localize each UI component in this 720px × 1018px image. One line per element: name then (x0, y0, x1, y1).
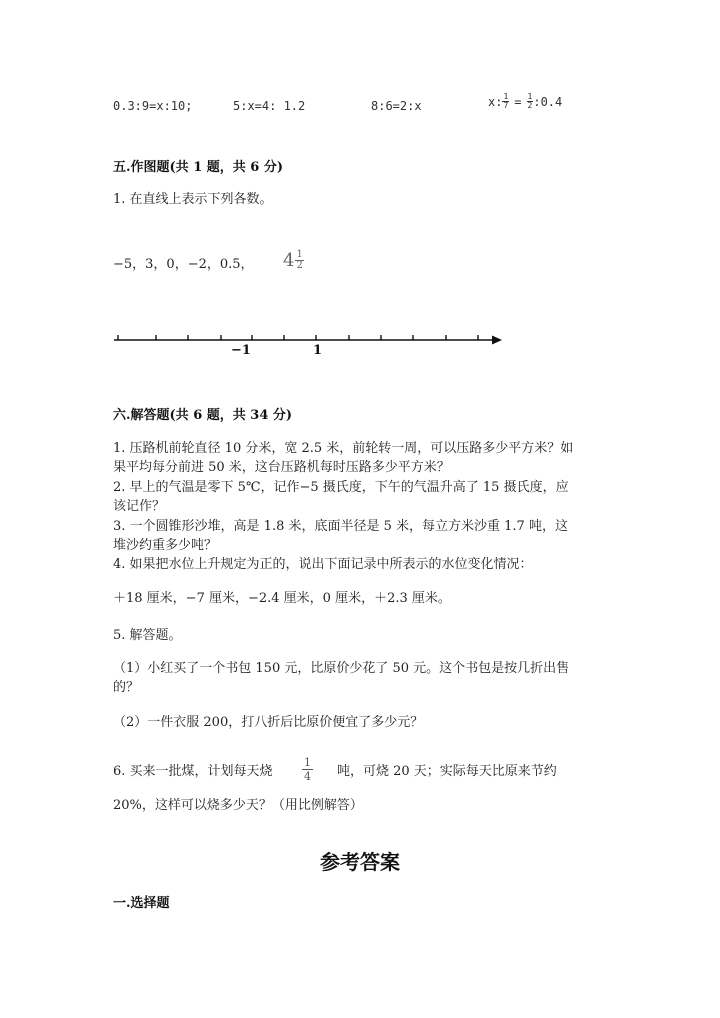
question-6-part-2: 吨，可烧 20 天；实际每天比原来节约 (337, 764, 557, 779)
axis-label-neg1: −1 (231, 343, 251, 358)
question-3-line-1: 3. 一个圆锥形沙堆，高是 1.8 米，底面半径是 5 米，每立方米沙重 1.7 吨，这 (113, 519, 568, 534)
question-1-line-2: 果平均每分前进 50 米，这台压路机每时压路多少平方米？ (113, 460, 450, 475)
question-6-frac-den: 4 (304, 770, 311, 783)
question-5-1-line-2: 的？ (113, 680, 140, 695)
number-line-arrow (492, 336, 502, 345)
numbers-to-plot: −5，3，0，−2，0.5， (113, 257, 254, 272)
question-6-line-2: 20%，这样可以烧多少天？（用比例解答） (113, 798, 363, 813)
ratio-1: 0.3:9=x:10; (113, 99, 193, 113)
question-2-line-1: 2. 早上的气温是零下 5℃，记作−5 摄氏度，下午的气温升高了 15 摄氏度，应 (113, 480, 569, 495)
mixed-number (283, 250, 304, 271)
question-4-values: ＋18 厘米，−7 厘米，−2.4 厘米，0 厘米，＋2.3 厘米。 (113, 591, 451, 606)
ratio-4-frac-2-den: 2 (527, 101, 533, 110)
ratio-4-frac-2 (527, 93, 534, 110)
mixed-number-num: 1 (296, 249, 303, 260)
answers-section-1: 一.选择题 (113, 896, 170, 911)
mixed-number-whole: 4 (283, 250, 295, 271)
number-line (110, 328, 510, 364)
ratio-2: 5:x=4: 1.2 (233, 99, 306, 113)
question-6-fraction (302, 757, 313, 782)
question-1-line-1: 1. 压路机前轮直径 10 分米，宽 2.5 米，前轮转一周，可以压路多少平方米？如 (113, 441, 574, 456)
ratio-4-frac-1-num: 1 (503, 92, 509, 101)
answers-title: 参考答案 (320, 850, 400, 874)
section-5-question-1: 1. 在直线上表示下列各数。 (113, 192, 273, 207)
question-5-2: （2）一件衣服 200，打八折后比原价便宜了多少元？ (113, 715, 424, 730)
mixed-number-fraction (295, 250, 303, 271)
question-4: 4. 如果把水位上升规定为正的，说出下面记录中所表示的水位变化情况： (113, 557, 533, 572)
ratio-4-frac-1-den: 7 (503, 101, 509, 110)
ratio-4-equals: = (514, 94, 522, 109)
question-3-line-2: 堆沙约重多少吨？ (113, 538, 218, 553)
ratio-4-prefix: x: (488, 94, 503, 109)
question-6-frac-num: 1 (304, 756, 311, 769)
question-6-part-1: 6. 买来一批煤，计划每天烧 (113, 764, 273, 779)
question-2-line-2: 该记作？ (113, 499, 166, 514)
ratio-4-frac-2-num: 1 (527, 92, 533, 101)
question-5-1-line-1: （1）小红买了一个书包 150 元，比原价少花了 50 元。这个书包是按几折出售 (113, 661, 570, 676)
ratio-4-suffix: :0.4 (533, 94, 563, 109)
section-6-heading: 六.解答题(共 6 题，共 34 分) (113, 408, 293, 423)
ratio-3: 8:6=2:x (371, 99, 422, 113)
ratio-4-frac-1 (502, 93, 509, 110)
mixed-number-den: 2 (296, 260, 303, 271)
question-5: 5. 解答题。 (113, 628, 182, 643)
ratio-4 (488, 93, 562, 110)
section-5-heading: 五.作图题(共 1 题，共 6 分) (113, 160, 284, 175)
axis-label-1: 1 (313, 343, 323, 358)
